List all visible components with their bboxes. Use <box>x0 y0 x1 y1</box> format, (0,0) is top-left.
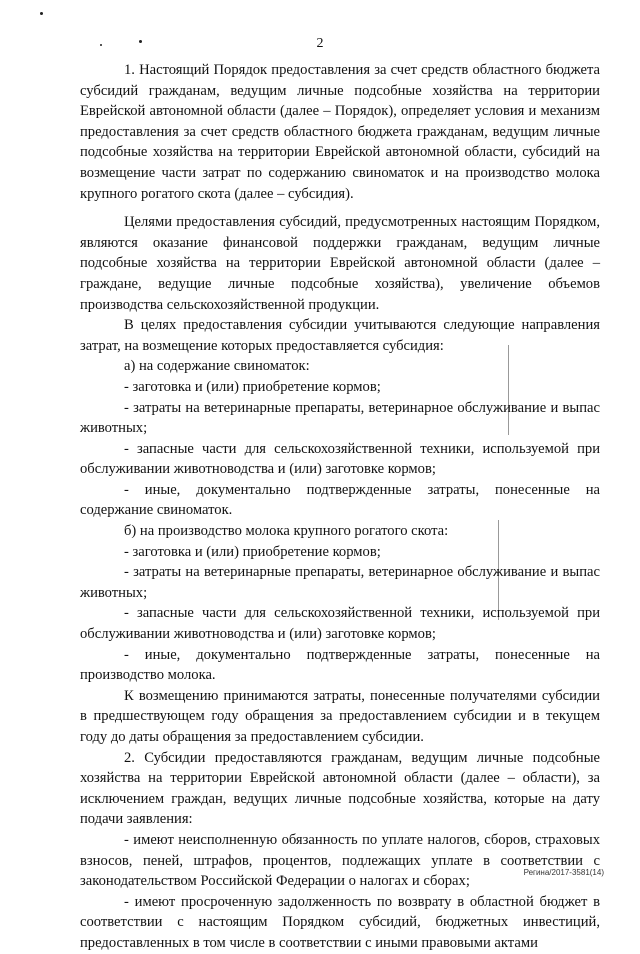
paragraph-2: 2. Субсидии предоставляются гражданам, ведущим личные подсобные хозяйства на территории Еврейской автономной области (далее – области), за исключением граждан, ведущих личные подсобные хозяйства, которые на дату подачи заявления: <box>80 749 600 828</box>
scan-speck <box>100 44 102 46</box>
list-item: - иные, документально подтвержденные затраты, понесенные на содержание свиноматок. <box>80 481 600 519</box>
list-item: - иные, документально подтвержденные затраты, понесенные на производство молока. <box>80 646 600 684</box>
document-registration-code: Регина/2017-3581(14) <box>523 868 604 877</box>
list-item: - имеют неисполненную обязанность по уплате налогов, сборов, страховых взносов, пеней, штрафов, процентов, подлежащих уплате в соответствии с законодательством Российской Федерации о налогах и сборах; <box>80 831 600 890</box>
scan-speck <box>40 12 43 15</box>
list-item: - затраты на ветеринарные препараты, ветеринарное обслуживание и выпас животных; <box>80 564 600 601</box>
list-item: - имеют просроченную задолженность по возврату в областной бюджет в соответствии с настоящим Порядком субсидий, бюджетных инвестиций, предоставленных в том числе в соответствии с иными правовыми актами <box>80 893 600 951</box>
list-item: - затраты на ветеринарные препараты, ветеринарное обслуживание и выпас животных; <box>80 399 600 437</box>
document-body <box>80 60 600 954</box>
paragraph-goals: Целями предоставления субсидий, предусмотренных настоящим Порядком, являются оказание финансовой поддержки гражданам, ведущим личные подсобные хозяйства на территории Еврейской автономной области (далее – граждане, ведущие личные подсобные хозяйства), увеличение объемов производства сельскохозяйственной продукции. <box>80 214 600 313</box>
scan-speck <box>139 40 142 43</box>
list-item: - заготовка и (или) приобретение кормов; <box>124 543 381 560</box>
page-number: 2 <box>316 36 324 51</box>
paragraph-reimbursement: К возмещению принимаются затраты, понесенные получателями субсидии в предшествующем году обращения за предоставлением субсидии и в текущем году до даты обращения за предоставлением субсидии. <box>80 687 600 745</box>
list-item: - запасные части для сельскохозяйственной техники, используемой при обслуживании животноводства и (или) заготовке кормов; <box>80 440 600 478</box>
list-item: - запасные части для сельскохозяйственной техники, используемой при обслуживании животноводства и (или) заготовке кормов; <box>80 605 600 643</box>
paragraph-cost-directions: В целях предоставления субсидии учитываются следующие направления затрат, на возмещение которых предоставляется субсидия: <box>80 317 600 354</box>
list-heading-b: б) на производство молока крупного рогатого скота: <box>124 523 449 540</box>
list-heading-a: а) на содержание свиноматок: <box>124 358 310 375</box>
list-item: - заготовка и (или) приобретение кормов; <box>124 378 381 395</box>
paragraph-1: 1. Настоящий Порядок предоставления за счет средств областного бюджета субсидий гражданам, ведущим личные подсобные хозяйства на территории Еврейской автономной области (далее – Порядок), определяет условия и механизм предоставления за счет средств областного бюджета гражданам, ведущим личные подсобные хозяйства на территории Еврейской автономной области, субсидий на возмещение части затрат по содержанию свиноматок и на производство молока крупного рогатого скота (далее – субсидия). <box>80 62 600 202</box>
